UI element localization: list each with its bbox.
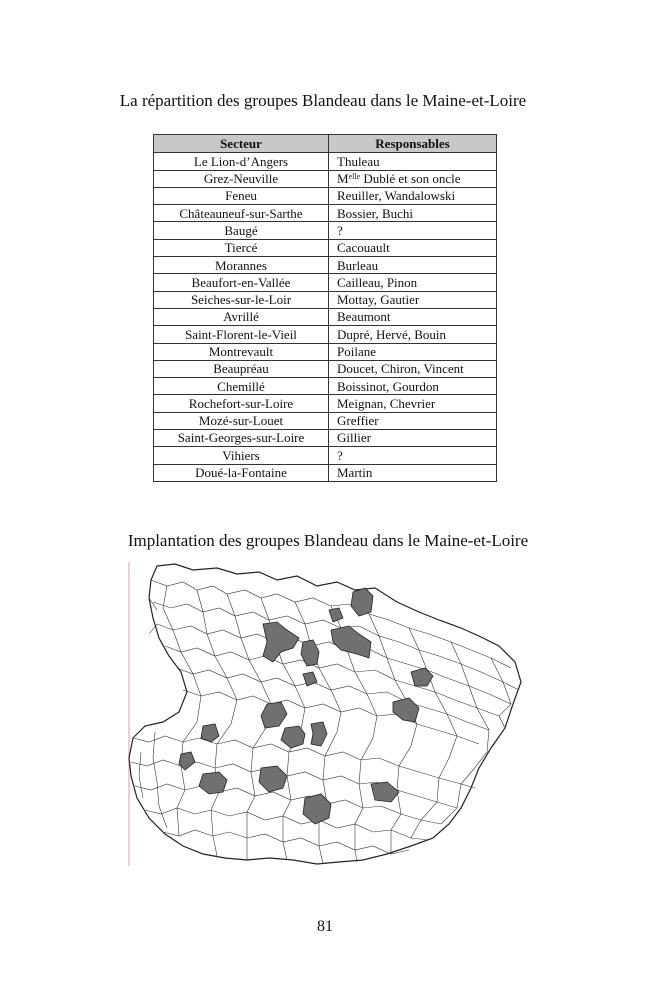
table-row	[154, 187, 497, 204]
table-heading: La répartition des groupes Blandeau dans le Maine-et-Loire	[119, 91, 527, 110]
table-row	[154, 447, 497, 464]
table-row	[154, 308, 497, 325]
cell-secteur: Saint-Georges-sur-Loire	[154, 430, 329, 447]
table-row	[154, 412, 497, 429]
table-row	[154, 326, 497, 343]
cell-secteur: Mozé-sur-Louet	[154, 412, 329, 429]
cell-secteur: Montrevault	[154, 343, 329, 360]
cell-responsables: Gillier	[329, 430, 497, 447]
cell-responsables: Burleau	[329, 257, 497, 274]
table-row	[154, 378, 497, 395]
cell-responsables: Poilane	[329, 343, 497, 360]
cell-responsables: Thuleau	[329, 153, 497, 170]
cell-responsables: Boissinot, Gourdon	[329, 378, 497, 395]
commune-map	[127, 562, 523, 868]
cell-secteur: Seiches-sur-le-Loir	[154, 291, 329, 308]
cell-secteur: Saint-Florent-le-Vieil	[154, 326, 329, 343]
cell-secteur: Beaupréau	[154, 360, 329, 377]
header-secteur: Secteur	[154, 135, 329, 153]
cell-secteur: Tiercé	[154, 239, 329, 256]
cell-responsables: Bossier, Buchi	[329, 205, 497, 222]
cell-secteur: Beaufort-en-Vallée	[154, 274, 329, 291]
cell-responsables: ?	[329, 222, 497, 239]
cell-responsables	[329, 170, 497, 187]
cell-responsables: Reuiller, Wandalowski	[329, 187, 497, 204]
cell-responsables: Beaumont	[329, 308, 497, 325]
table-row	[154, 257, 497, 274]
cell-responsables: Doucet, Chiron, Vincent	[329, 360, 497, 377]
cell-secteur: Baugé	[154, 222, 329, 239]
table-row	[154, 430, 497, 447]
table-row	[154, 153, 497, 170]
table-row	[154, 360, 497, 377]
cell-responsables: Martin	[329, 464, 497, 481]
cell-responsables: Cailleau, Pinon	[329, 274, 497, 291]
table-row	[154, 239, 497, 256]
cell-secteur: Doué-la-Fontaine	[154, 464, 329, 481]
map-heading: Implantation des groupes Blandeau dans le Maine-et-Loire	[127, 531, 529, 550]
cell-secteur: Le Lion-d’Angers	[154, 153, 329, 170]
table-row	[154, 274, 497, 291]
cell-responsables: Mottay, Gautier	[329, 291, 497, 308]
cell-secteur: Vihiers	[154, 447, 329, 464]
table-row	[154, 205, 497, 222]
cell-responsables: Dupré, Hervé, Bouin	[329, 326, 497, 343]
cell-responsables: Meignan, Chevrier	[329, 395, 497, 412]
cell-secteur: Grez-Neuville	[154, 170, 329, 187]
title-superscript: elle	[348, 172, 361, 182]
page-number: 81	[317, 918, 333, 935]
cell-secteur: Chemillé	[154, 378, 329, 395]
cell-responsables: Cacouault	[329, 239, 497, 256]
cell-responsables: ?	[329, 447, 497, 464]
secteur-table	[153, 134, 497, 482]
cell-responsables: Greffier	[329, 412, 497, 429]
title-prefix: M	[337, 171, 349, 187]
table-row	[154, 291, 497, 308]
cell-secteur: Châteauneuf-sur-Sarthe	[154, 205, 329, 222]
table-row	[154, 395, 497, 412]
table-row	[154, 170, 497, 187]
header-responsables: Responsables	[329, 135, 497, 153]
cell-secteur: Rochefort-sur-Loire	[154, 395, 329, 412]
responsables-text: Dublé et son oncle	[363, 171, 461, 187]
table-row	[154, 222, 497, 239]
cell-secteur: Feneu	[154, 187, 329, 204]
cell-secteur: Morannes	[154, 257, 329, 274]
table-row	[154, 343, 497, 360]
table-header-row	[154, 135, 497, 153]
table-row	[154, 464, 497, 481]
cell-secteur: Avrillé	[154, 308, 329, 325]
